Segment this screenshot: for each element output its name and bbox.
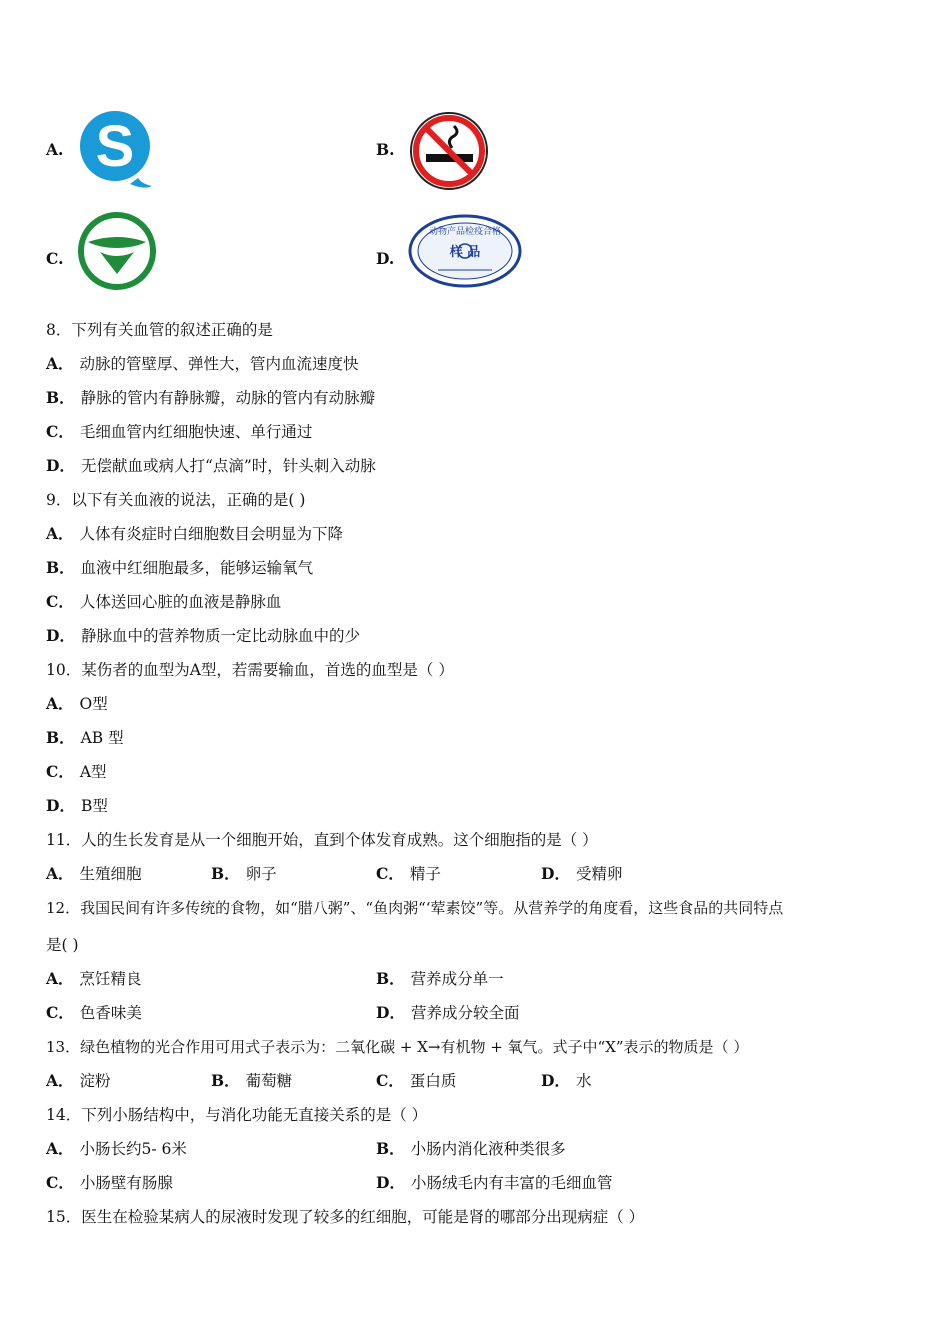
option-text: 静脉的管内有静脉瓣，动脉的管内有动脉瓣: [80, 389, 376, 407]
option-letter: D．: [376, 1003, 405, 1022]
svg-text:S: S: [95, 114, 135, 179]
option-letter: A．: [46, 524, 74, 543]
option-letter: A．: [46, 1139, 74, 1158]
question-9-option-b: [46, 558, 313, 578]
question-14-stem: 14．下列小肠结构中，与消化功能无直接关系的是（ ）: [46, 1106, 428, 1124]
option-letter: A．: [46, 864, 74, 883]
option-letter: C．: [46, 1003, 74, 1022]
option-text: 蛋白质: [409, 1072, 457, 1090]
option-text: 小肠壁有肠腺: [79, 1174, 173, 1192]
option-text: 生殖细胞: [79, 865, 142, 883]
option-letter: B．: [376, 1139, 405, 1158]
option-text: 葡萄糖: [245, 1072, 293, 1090]
no-smoking-sign-icon: [408, 110, 490, 196]
option-letter: D．: [46, 796, 75, 815]
question-9-stem: 9．以下有关血液的说法，正确的是( ): [46, 491, 306, 509]
question-8-option-b: [46, 388, 375, 408]
option-letter: D．: [376, 1173, 405, 1192]
question-13-option-d: [541, 1071, 591, 1091]
seal-mid-text: 样 品: [449, 245, 481, 260]
option-letter: C．: [46, 422, 74, 441]
option-letter: D．: [541, 1071, 570, 1090]
option-letter: A．: [46, 1071, 74, 1090]
question-10-option-b: [46, 728, 124, 748]
question-11-option-a: [46, 864, 142, 884]
question-9-option-a: [46, 524, 343, 544]
question-12-option-b: [376, 969, 504, 989]
option-text: A型: [79, 763, 107, 781]
question-9-option-c: [46, 592, 281, 612]
question-11-option-c: [376, 864, 441, 884]
option-letter: A．: [46, 969, 74, 988]
option-text: 静脉血中的营养物质一定比动脉血中的少: [80, 627, 360, 645]
question-14-option-d: [376, 1173, 612, 1193]
option-text: 营养成分单一: [410, 970, 504, 988]
question-11-option-d: [541, 864, 622, 884]
option-letter: C．: [46, 592, 74, 611]
option-letter: C．: [46, 762, 74, 781]
option-text: 毛细血管内红细胞快速、单行通过: [79, 423, 313, 441]
seal-top-text: 动物产品检疫合格: [428, 227, 502, 237]
option-c-label: C.: [46, 249, 64, 268]
option-letter: B．: [211, 864, 240, 883]
option-text: 人体有炎症时白细胞数目会明显为下降: [79, 525, 344, 543]
question-8-option-c: [46, 422, 312, 442]
question-13-option-a: [46, 1071, 111, 1091]
option-letter: B．: [46, 728, 75, 747]
option-letter: D．: [541, 864, 570, 883]
option-b-label: B.: [376, 140, 395, 159]
question-11-stem: 11．人的生长发育是从一个细胞开始，直到个体发育成熟。这个细胞指的是（ ）: [46, 831, 598, 849]
option-text: 小肠绒毛内有丰富的毛细血管: [410, 1174, 613, 1192]
green-food-logo-icon: [78, 212, 156, 294]
question-13-stem: 13．绿色植物的光合作用可用式子表示为：二氧化碳 + X→有机物 + 氧气。式子中“X”表示的物质是（ ）: [46, 1038, 749, 1056]
option-letter: B．: [46, 388, 75, 407]
question-13-option-b: [211, 1071, 292, 1091]
option-letter: C．: [376, 1071, 404, 1090]
question-8-stem: 8．下列有关血管的叙述正确的是: [46, 321, 273, 339]
option-a-label: A.: [46, 140, 64, 159]
option-text: 动脉的管壁厚、弹性大，管内血流速度快: [79, 355, 359, 373]
question-10-option-d: [46, 796, 108, 816]
option-text: 无偿献血或病人打“点滴”时，针头刺入动脉: [80, 457, 376, 475]
question-12-stem: 12．我国民间有许多传统的食物，如“腊八粥”、“鱼肉粥“‘荤素饺”等。从营养学的角度看，这些食品的共同特点: [46, 899, 784, 917]
question-12-stem-cont: 是( ): [46, 936, 79, 954]
option-text: 小肠内消化液种类很多: [410, 1140, 566, 1158]
option-text: 小肠长约5- 6米: [79, 1140, 187, 1158]
option-d-label: D.: [376, 249, 395, 268]
question-12-option-d: [376, 1003, 519, 1023]
question-12-option-c: [46, 1003, 142, 1023]
question-15-stem: 15．医生在检验某病人的尿液时发现了较多的红细胞，可能是肾的哪部分出现病症（ ）: [46, 1208, 645, 1226]
option-letter: D．: [46, 626, 75, 645]
option-text: 血液中红细胞最多，能够运输氧气: [80, 559, 314, 577]
option-letter: B．: [46, 558, 75, 577]
option-letter: A．: [46, 354, 74, 373]
option-letter: A．: [46, 694, 74, 713]
option-letter: C．: [46, 1173, 74, 1192]
option-text: 人体送回心脏的血液是静脉血: [79, 593, 282, 611]
option-text: 水: [575, 1072, 592, 1090]
animal-product-inspection-seal-icon: [408, 214, 522, 292]
question-12-option-a: [46, 969, 142, 989]
option-letter: D．: [46, 456, 75, 475]
question-14-option-a: [46, 1139, 187, 1159]
option-letter: B．: [211, 1071, 240, 1090]
option-text: O型: [79, 695, 108, 713]
option-letter: C．: [376, 864, 404, 883]
question-8-option-d: [46, 456, 376, 476]
question-11-option-b: [211, 864, 277, 884]
option-text: 营养成分较全面: [410, 1004, 520, 1022]
option-text: B型: [80, 797, 108, 815]
question-10-option-c: [46, 762, 107, 782]
option-text: 淀粉: [79, 1072, 111, 1090]
option-text: 色香味美: [79, 1004, 142, 1022]
option-letter: B．: [376, 969, 405, 988]
option-text: 受精卵: [575, 865, 623, 883]
option-text: AB 型: [80, 729, 124, 747]
question-10-option-a: [46, 694, 108, 714]
option-text: 精子: [409, 865, 441, 883]
quality-safety-s-logo: [78, 104, 154, 196]
question-10-stem: 10．某伤者的血型为A型，若需要输血，首选的血型是（ ）: [46, 661, 454, 679]
question-8-option-a: [46, 354, 359, 374]
question-14-option-c: [46, 1173, 173, 1193]
question-14-option-b: [376, 1139, 566, 1159]
question-13-option-c: [376, 1071, 456, 1091]
question-9-option-d: [46, 626, 360, 646]
option-text: 烹饪精良: [79, 970, 142, 988]
option-text: 卵子: [245, 865, 277, 883]
